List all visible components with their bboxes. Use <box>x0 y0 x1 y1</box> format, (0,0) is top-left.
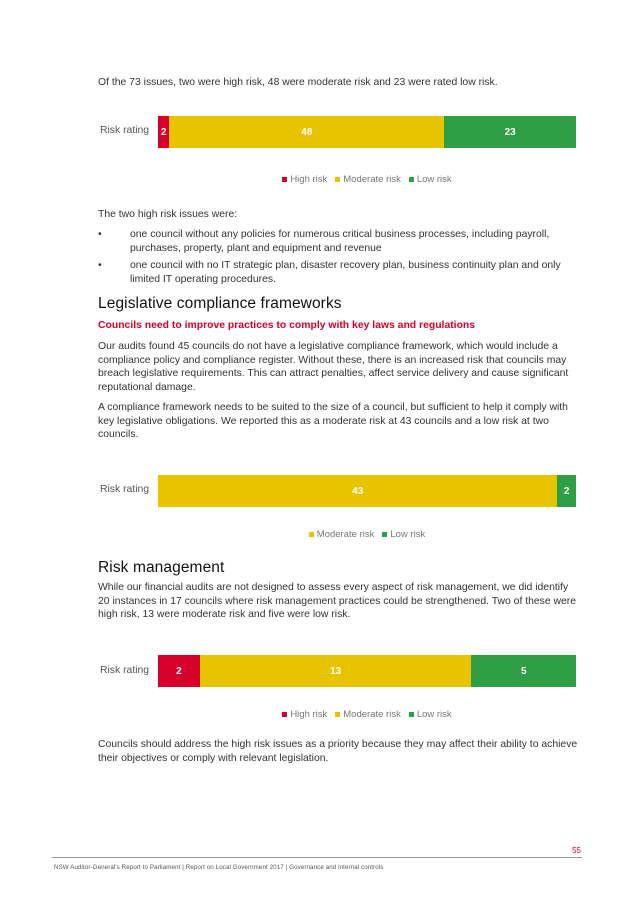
bar-segment-moderate: 13 <box>200 655 472 687</box>
legend-label: Low risk <box>390 529 426 540</box>
paragraph: Councils should address the high risk issues as a priority because they may affect their ability to achieve their objectives or comply with relevant legislation. <box>98 739 578 764</box>
intro-paragraph: Of the 73 issues, two were high risk, 48 were moderate risk and 23 were rated low risk. <box>98 77 498 88</box>
list-item: • one council with no IT strategic plan, disaster recovery plan, business continuity plan and only limited IT operating procedures. <box>98 260 561 285</box>
section-subheading: Councils need to improve practices to comply with key laws and regulations <box>98 320 476 331</box>
legend-label: Moderate risk <box>316 529 375 540</box>
legend-label: Low risk <box>416 709 452 720</box>
legend-swatch-icon <box>335 177 340 182</box>
high-risk-intro: The two high risk issues were: <box>98 209 238 220</box>
legend-swatch-icon <box>382 532 387 537</box>
paragraph: While our financial audits are not designed to assess every aspect of risk management, we did identify 20 instances in 17 councils where risk management practices could be strengthened. Two of these were high risk, 13 were moderate risk and five were low risk. <box>98 582 577 621</box>
risk-chart-3 <box>98 655 578 725</box>
risk-chart-2 <box>98 475 578 545</box>
legend-item <box>382 529 425 540</box>
chart-label: Risk rating <box>100 484 150 495</box>
legend-item <box>309 529 375 540</box>
legend-label: Moderate risk <box>343 174 401 185</box>
chart-legend <box>158 174 576 185</box>
legend-swatch-icon <box>335 712 340 717</box>
legend-swatch-icon <box>282 177 287 182</box>
stacked-bar <box>158 116 576 148</box>
legend-item <box>409 174 452 185</box>
paragraph: A compliance framework needs to be suited to the size of a council, but sufficient to help it comply with key legislative obligations. We reported this as a moderate risk at 43 councils and a low risk at two councils. <box>98 402 568 441</box>
chart-legend <box>158 709 576 720</box>
footer-text: NSW Auditor-General's Report to Parliament | Report on Local Government 2017 | Governance and internal controls <box>54 864 384 871</box>
legend-item <box>335 709 401 720</box>
bar-segment-moderate: 43 <box>158 475 557 507</box>
page-number: 55 <box>572 846 581 855</box>
footer-divider <box>52 857 582 858</box>
bullet-icon: • <box>98 260 102 272</box>
legend-swatch-icon <box>309 532 314 537</box>
legend-swatch-icon <box>282 712 287 717</box>
section-heading: Risk management <box>98 559 225 576</box>
chart-legend <box>158 529 576 540</box>
bar-segment-low: 23 <box>444 116 576 148</box>
risk-chart-1 <box>98 116 578 196</box>
bullet-icon: • <box>98 229 102 240</box>
bar-segment-low: 2 <box>557 475 576 507</box>
paragraph: Our audits found 45 councils do not have a legislative compliance framework, which would include a compliance policy and compliance register. Without these, there is an increased risk that councils may breach legislative requirements. This can attract penalties, affect service delivery and cause significant reputational damage. <box>98 341 569 393</box>
legend-swatch-icon <box>409 712 414 717</box>
list-item: • one council without any policies for numerous critical business processes, including payroll, purchases, property, plant and equipment and revenue <box>98 229 550 254</box>
bar-segment-high: 2 <box>158 116 169 148</box>
stacked-bar <box>158 475 576 507</box>
legend-label: High risk <box>290 709 328 720</box>
legend-item <box>282 174 327 185</box>
chart-label: Risk rating <box>100 125 150 136</box>
legend-item <box>282 709 327 720</box>
bar-segment-low: 5 <box>471 655 576 687</box>
stacked-bar <box>158 655 576 687</box>
legend-item <box>335 174 401 185</box>
bar-segment-moderate: 48 <box>169 116 444 148</box>
bar-segment-high: 2 <box>158 655 200 687</box>
chart-label: Risk rating <box>100 665 150 676</box>
legend-item <box>409 709 452 720</box>
legend-swatch-icon <box>409 177 414 182</box>
legend-label: High risk <box>290 174 328 185</box>
legend-label: Low risk <box>416 174 452 185</box>
high-risk-list <box>98 228 580 290</box>
legend-label: Moderate risk <box>343 709 401 720</box>
section-heading: Legislative compliance frameworks <box>98 295 342 312</box>
